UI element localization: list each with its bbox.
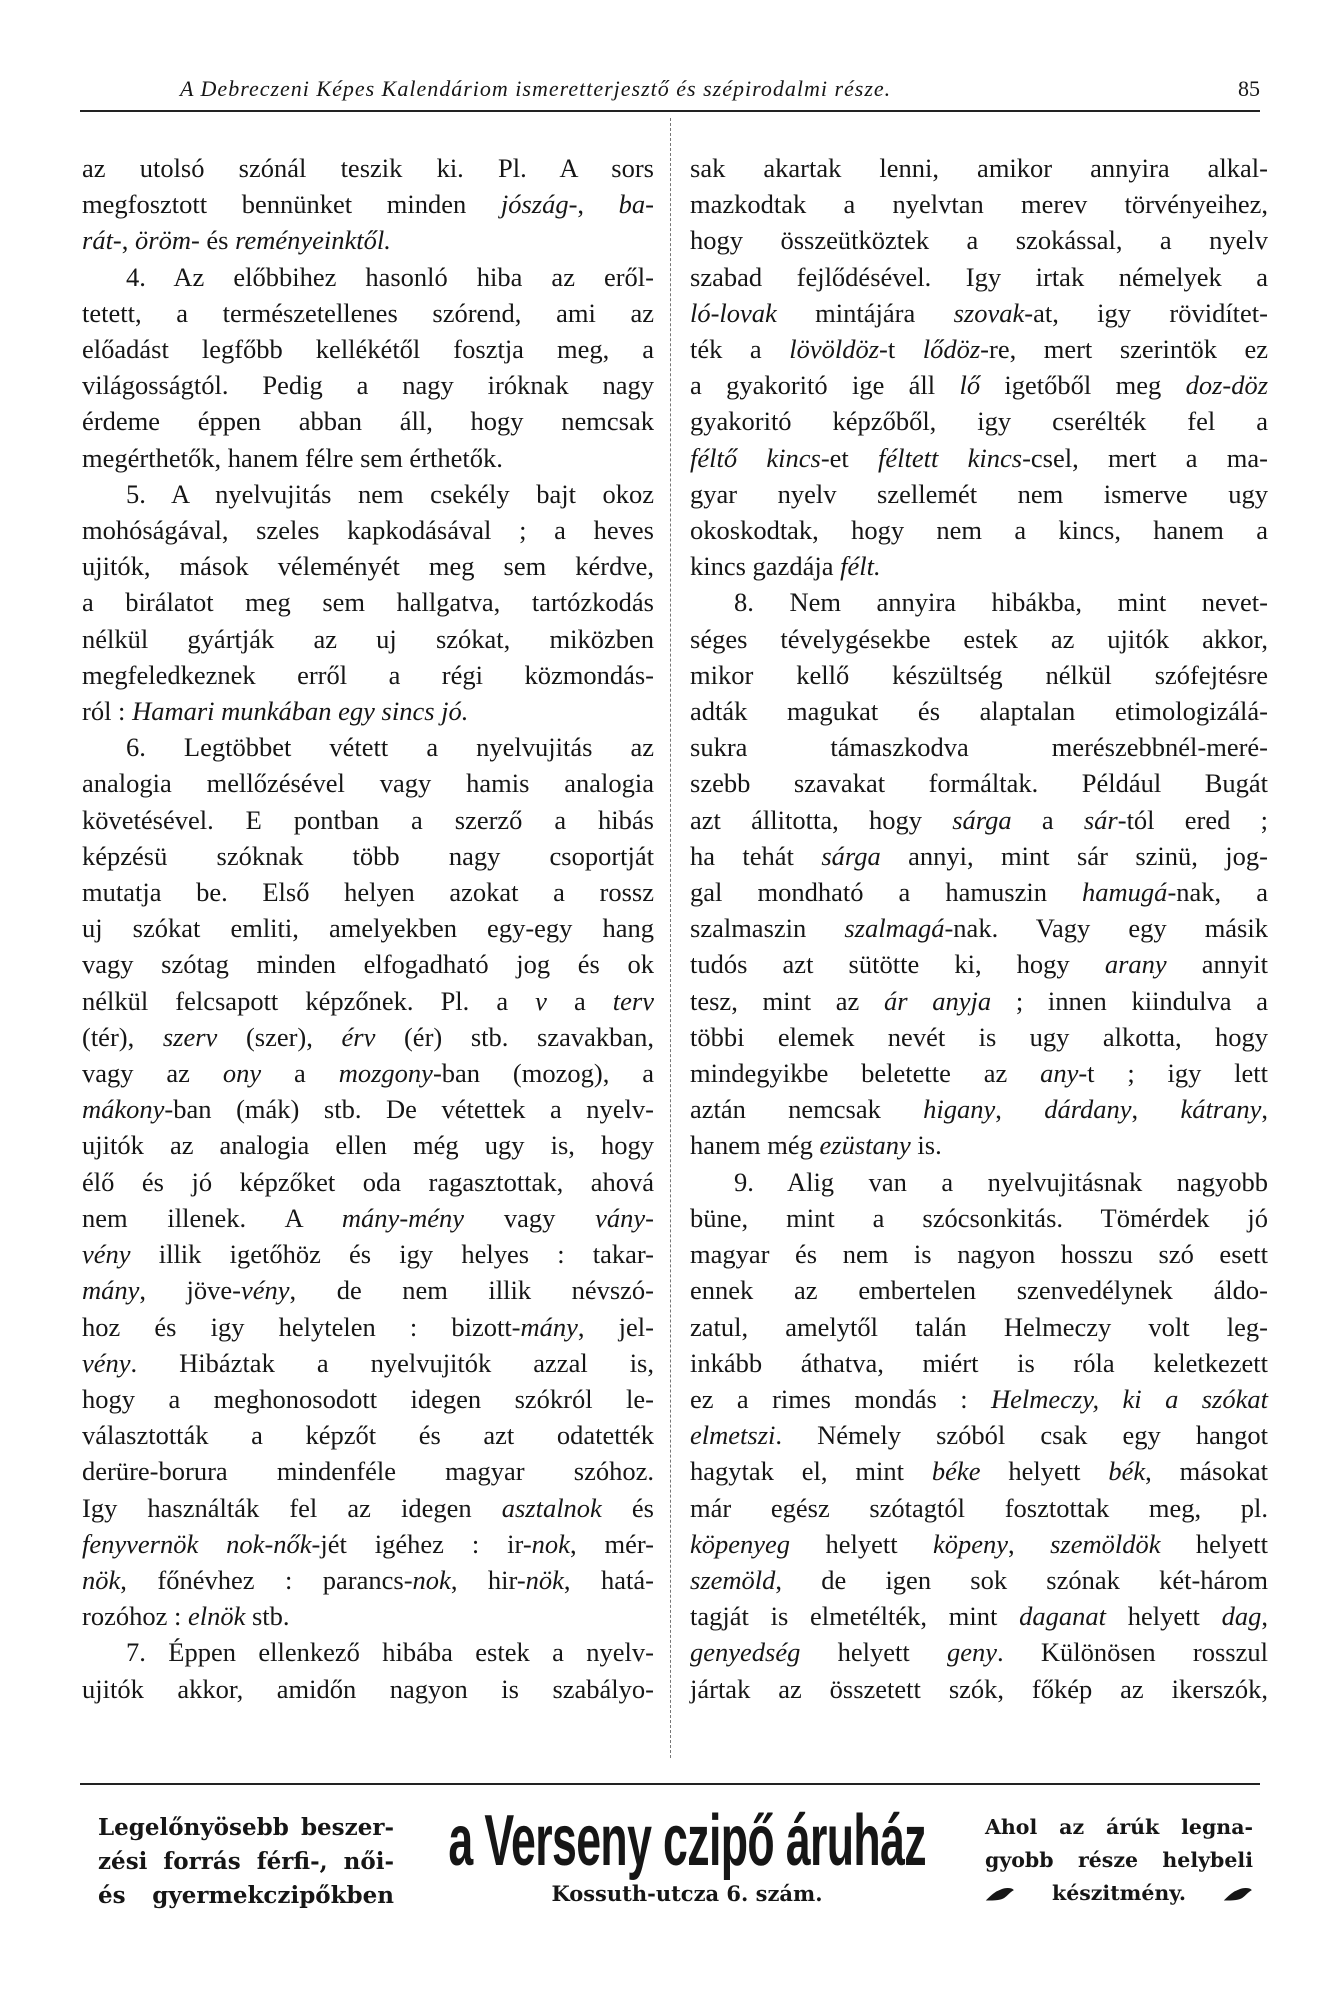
text-line: fenyvernök nok-nők-jét igéhez : ir-nok, mér- [82,1528,654,1559]
text-line: 5. A nyelvujitás nem csekély bajt okoz [126,478,654,509]
text-line: világosságtól. Pedig a nagy iróknak nagy [82,370,654,401]
text-line: mindegyikbe beletette az any-t ; igy lett [690,1058,1269,1089]
text-line: ujitók, mások véleményét meg sem kérdve, [82,551,654,582]
ad-left-line: és gyermekczipőkben [98,1882,394,1909]
ad-address: Kossuth-utcza 6. szám. [551,1881,823,1906]
text-line: tagját is elmetélték, mint daganat helyett dag, [690,1601,1268,1632]
text-line: zatul, amelytől talán Helmeczy volt leg- [690,1311,1268,1342]
text-line: séges tévelygésekbe estek az ujitók akkor, [690,623,1268,654]
text-line: képzésü szóknak több nagy csoportját [82,840,654,871]
text-line: sak akartak lenni, amikor annyira alkal- [690,153,1268,183]
leaf-ornament-icon [985,1886,1015,1902]
text-line: elmetszi. Némely szóból csak egy hangot [690,1420,1268,1451]
text-line: gyar nyelv szellemét nem ismerve ugy [690,478,1268,509]
text-line: hogy a meghonosodott idegen szókról le- [82,1383,654,1414]
text-line: jártak az összetett szók, főkép az ikerszók, [690,1673,1268,1704]
text-line: sukra támaszkodva merészebbnél-meré- [690,732,1268,763]
text-line: hanem még ezüstany is. [690,1130,942,1161]
text-line: Igy használták fel az idegen asztalnok és [82,1492,654,1523]
text-line: derüre-borura mindenféle magyar szóhoz. [82,1456,654,1487]
text-line: érdeme éppen abban áll, hogy nemcsak [82,406,654,437]
text-line: tesz, mint az ár anyja ; innen kiindulva a [690,985,1269,1016]
left-column [82,150,654,1707]
ad-right-last-line [985,1877,1253,1910]
footer-rule [80,1783,1260,1785]
text-line: mohóságával, szeles kapkodásával ; a heves [82,515,654,546]
text-line: előadást legfőbb kellékétől fosztja meg, a [82,334,654,365]
text-line: uj szókat emliti, amelyekben egy-egy hang [82,913,654,944]
text-line: ujitók az analogia ellen még ugy is, hogy [82,1130,654,1161]
ad-center [402,1801,972,1906]
text-line: hoz és igy helytelen : bizott-mány, jel- [82,1311,654,1342]
text-line: a gyakoritó ige áll lő igetőből meg doz-döz [690,370,1269,401]
text-line: többi elemek nevét is ugy alkotta, hogy [690,1021,1268,1052]
text-line: gal mondható a hamuszin hamugá-nak, a [690,877,1268,908]
text-line: ha tehát sárga annyi, mint sár szinü, jog- [690,840,1268,871]
text-line: választották a képzőt és azt odatették [82,1420,654,1451]
page-number: 85 [1238,76,1260,101]
text-line: vény illik igetőhöz és igy helyes : takar- [82,1239,654,1270]
text-line: rát-, öröm- és reményeinktől. [82,225,391,256]
text-line: aztán nemcsak higany, dárdany, kátrany, [690,1094,1269,1125]
text-line: féltő kincs-et féltett kincs-csel, mert a ma- [690,442,1268,473]
ad-right-text [985,1811,1253,1910]
text-line: kincs gazdája félt. [690,551,881,582]
text-line: ujitók akkor, amidőn nagyon is szabályo- [82,1673,654,1704]
text-line: büne, mint a szócsonkitás. Tömérdek jó [690,1202,1268,1233]
text-line: nélkül gyártják az uj szókat, miközben [82,623,654,654]
text-line: nök, főnévhez : parancs-nok, hir-nök, hatá- [82,1564,654,1595]
ad-right-line: Ahol az árúk legna- [985,1815,1253,1839]
text-line: hogy összeütköztek a szokással, a nyelv [690,225,1268,256]
header-rule [80,110,1260,112]
text-line: a birálatot meg sem hallgatva, tartózkodás [82,587,654,618]
text-line: azt állitotta, hogy sárga a sár-tól ered ; [690,804,1268,835]
leaf-ornament-icon [1223,1886,1253,1902]
text-line: vagy szótag minden elfogadható jog és ok [82,949,654,980]
text-line: ennek az embertelen szenvedélynek áldo- [690,1275,1268,1306]
advertisement [80,1801,1260,1915]
text-line: szalmaszin szalmagá-nak. Vagy egy másik [690,913,1268,944]
text-line: magyar és nem is nagyon hosszu szó esett [690,1239,1268,1270]
text-line: (tér), szerv (szer), érv (ér) stb. szavakban, [82,1021,654,1052]
text-line: vény. Hibáztak a nyelvujitók azzal is, [82,1347,654,1378]
text-line: már egész szótagtól fosztottak meg, pl. [690,1492,1268,1523]
text-line: mutatja be. Első helyen azokat a rossz [82,877,654,908]
text-line: 7. Éppen ellenkező hibába estek a nyelv- [126,1637,654,1668]
ad-brand-name: a Verseny czipő áruház [448,1801,926,1881]
text-line: 9. Alig van a nyelvujitásnak nagyobb [734,1166,1268,1197]
text-line: vagy az ony a mozgony-ban (mozog), a [82,1058,655,1089]
text-line: mikor kellő készültség nélkül szófejtésre [690,659,1268,690]
text-line: ról : Hamari munkában egy sincs jó. [82,696,469,727]
text-line: gyakoritó képzőből, igy cserélték fel a [690,406,1268,437]
text-line: ez a rimes mondás : Helmeczy, ki a szókat [690,1383,1268,1414]
running-header [80,72,1260,112]
text-line: tetett, a természetellenes szórend, ami az [82,297,654,328]
text-line: nélkül felcsapott képzőnek. Pl. a v a terv [82,985,654,1016]
text-line: hagytak el, mint béke helyett bék, másokat [690,1456,1268,1487]
text-line: mazkodtak a nyelvtan merev törvényeihez, [690,189,1268,220]
text-line: okoskodtak, hogy nem a kincs, hanem a [690,515,1268,546]
text-line: követésével. E pontban a szerző a hibás [82,804,654,835]
text-line: 8. Nem annyira hibákba, mint nevet- [734,587,1268,618]
text-line: nem illenek. A mány-mény vagy vány- [82,1202,654,1233]
text-line: analogia mellőzésével vagy hamis analogia [82,768,654,799]
text-line: genyedség helyett geny. Különösen rosszul [690,1637,1268,1668]
text-line: szemöld, de igen sok szónak két-három [690,1564,1268,1595]
text-line: szebb szavakat formáltak. Például Bugát [690,768,1268,799]
ad-right-line: gyobb része helybeli [985,1848,1253,1872]
ad-left-text [98,1811,394,1913]
text-line: rozóhoz : elnök stb. [82,1601,290,1632]
text-line: szabad fejlődésével. Igy irtak némelyek a [690,261,1268,292]
text-line: adták magukat és alaptalan etimologizálá- [690,696,1268,727]
ad-right-last-word: készitmény. [1051,1881,1187,1905]
right-column [690,150,1268,1707]
column-divider [670,118,671,1758]
text-line: köpenyeg helyett köpeny, szemöldök helyett [690,1528,1268,1559]
page-header-title: A Debreczeni Képes Kalendáriom ismeretterjesztő és szépirodalmi része. [180,76,892,101]
text-line: 6. Legtöbbet vétett a nyelvujitás az [126,732,654,763]
text-line: ték a lövöldöz-t lődöz-re, mert szerintök ez [690,334,1269,365]
text-line: tudós azt sütötte ki, hogy arany annyit [690,949,1268,980]
text-line: megfosztott bennünket minden jószág-, ba- [82,189,654,220]
text-line: élő és jó képzőket oda ragasztottak, ahová [82,1166,654,1197]
text-line: az utolsó szónál teszik ki. Pl. A sors [82,153,654,183]
text-line: 4. Az előbbihez hasonló hiba az eről- [126,261,654,292]
ad-left-line: Legelőnyösebb beszer- [98,1814,394,1841]
text-line: megérthetők, hanem félre sem érthetők. [82,442,503,473]
text-line: inkább áthatva, miért is róla keletkezett [690,1347,1268,1378]
ad-left-line: zési forrás férfi-, női- [98,1848,394,1875]
text-line: megfeledkeznek erről a régi közmondás- [82,659,654,690]
text-line: mány, jöve-vény, de nem illik névszó- [82,1275,654,1306]
text-line: mákony-ban (mák) stb. De vétettek a nyelv- [82,1094,654,1125]
text-line: ló-lovak mintájára szovak-at, igy rövidítet- [690,297,1268,328]
